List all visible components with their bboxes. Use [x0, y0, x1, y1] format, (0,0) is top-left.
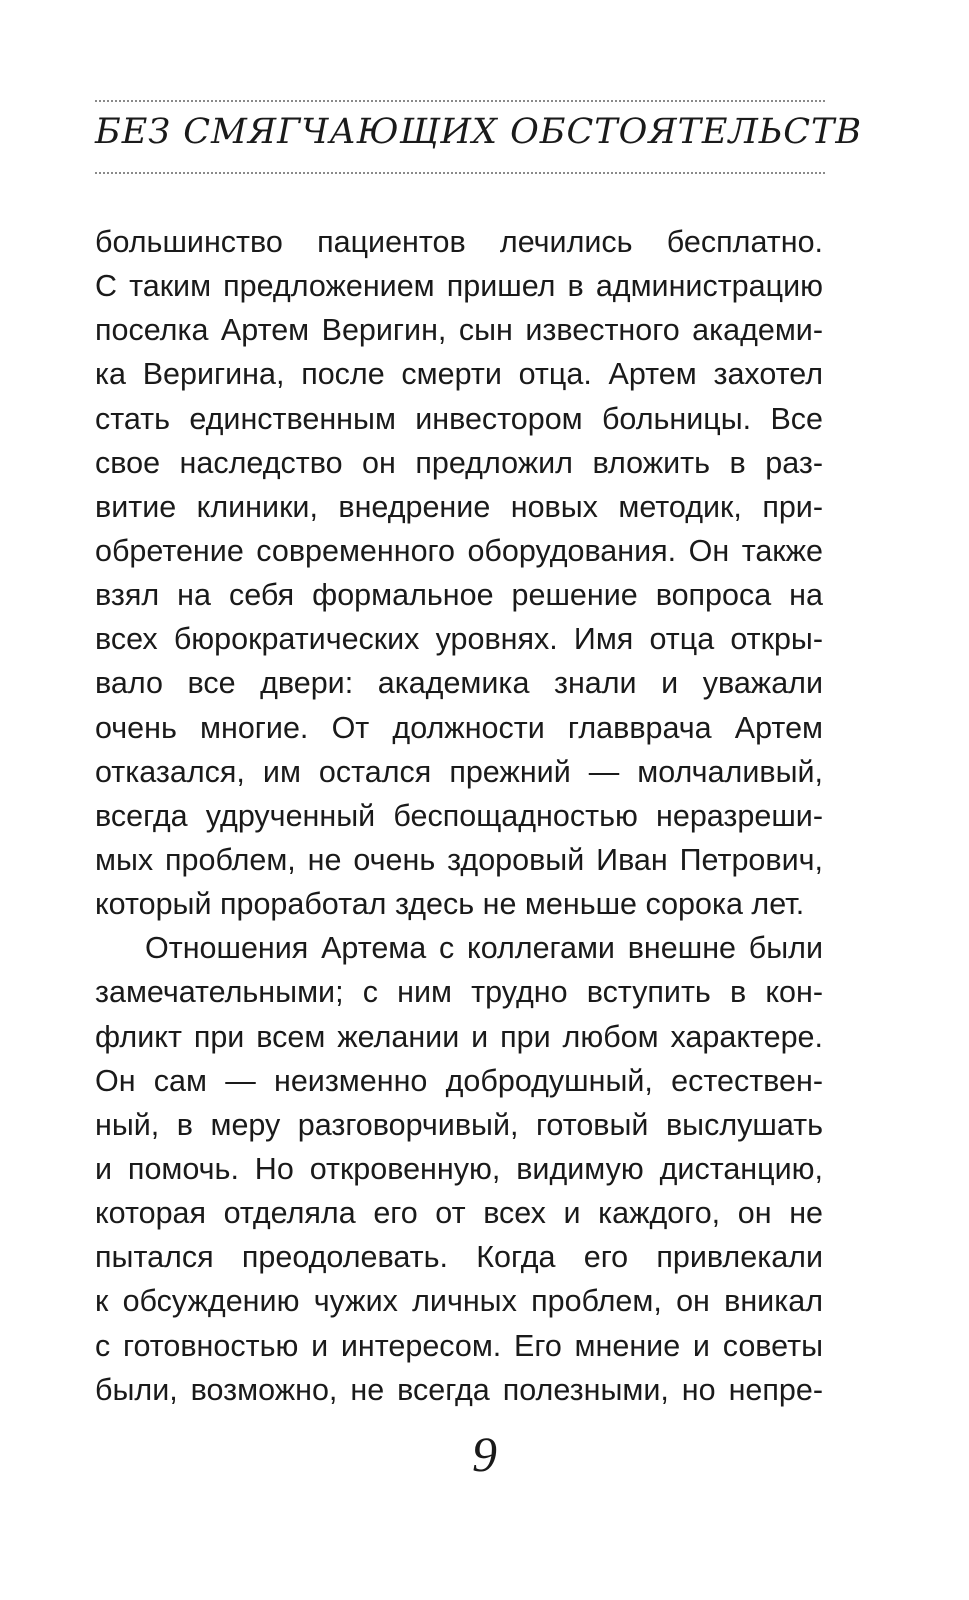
text-line: ный, в меру разговорчивый, готовый выслушать	[95, 1107, 823, 1142]
text-line: свое наследство он предложил вложить в раз-	[95, 445, 823, 480]
text-line: и помочь. Но откровенную, видимую дистанцию,	[95, 1151, 823, 1186]
running-head: БЕЗ СМЯГЧАЮЩИХ ОБСТОЯТЕЛЬСТВ	[95, 112, 863, 152]
text-line: поселка Артем Веригин, сын известного академи-	[95, 313, 823, 348]
text-line: мых проблем, не очень здоровый Иван Петрович,	[95, 842, 823, 877]
text-line: которая отделяла его от всех и каждого, он не	[95, 1196, 823, 1231]
body-text	[95, 220, 823, 1412]
text-line: Отношения Артема с коллегами внешне были	[145, 931, 823, 966]
text-line: С таким предложением пришел в администрацию	[95, 269, 823, 304]
text-line: Он сам — неизменно добродушный, естествен-	[95, 1063, 823, 1098]
text-line: стать единственным инвестором больницы. Все	[95, 401, 823, 436]
text-line: всех бюрократических уровнях. Имя отца откры-	[95, 622, 823, 657]
text-line: который проработал здесь не меньше сорока лет.	[95, 887, 805, 922]
page-number: 9	[472, 1426, 497, 1482]
text-line: ка Веригина, после смерти отца. Артем захотел	[95, 357, 823, 392]
header-rule-bottom	[95, 172, 825, 174]
text-line: всегда удрученный беспощадностью неразреши-	[95, 798, 823, 833]
text-line: к обсуждению чужих личных проблем, он вникал	[95, 1284, 823, 1319]
text-line: очень многие. От должности главврача Артем	[95, 710, 823, 745]
text-line: взял на себя формальное решение вопроса на	[95, 578, 823, 613]
text-line: большинство пациентов лечились бесплатно.	[95, 225, 823, 259]
text-line: пытался преодолевать. Когда его привлекали	[95, 1240, 823, 1275]
text-line: витие клиники, внедрение новых методик, при-	[95, 489, 823, 524]
header-rule-top	[95, 100, 825, 102]
text-line: были, возможно, не всегда полезными, но непре-	[95, 1372, 823, 1407]
text-line: вало все двери: академика знали и уважали	[95, 666, 823, 701]
text-line: обретение современного оборудования. Он также	[95, 533, 823, 568]
text-line: с готовностью и интересом. Его мнение и советы	[95, 1328, 823, 1363]
text-line: фликт при всем желании и при любом характере.	[95, 1019, 823, 1054]
text-line: отказался, им остался прежний — молчаливый,	[95, 754, 823, 789]
text-line: замечательными; с ним трудно вступить в кон-	[95, 975, 823, 1010]
